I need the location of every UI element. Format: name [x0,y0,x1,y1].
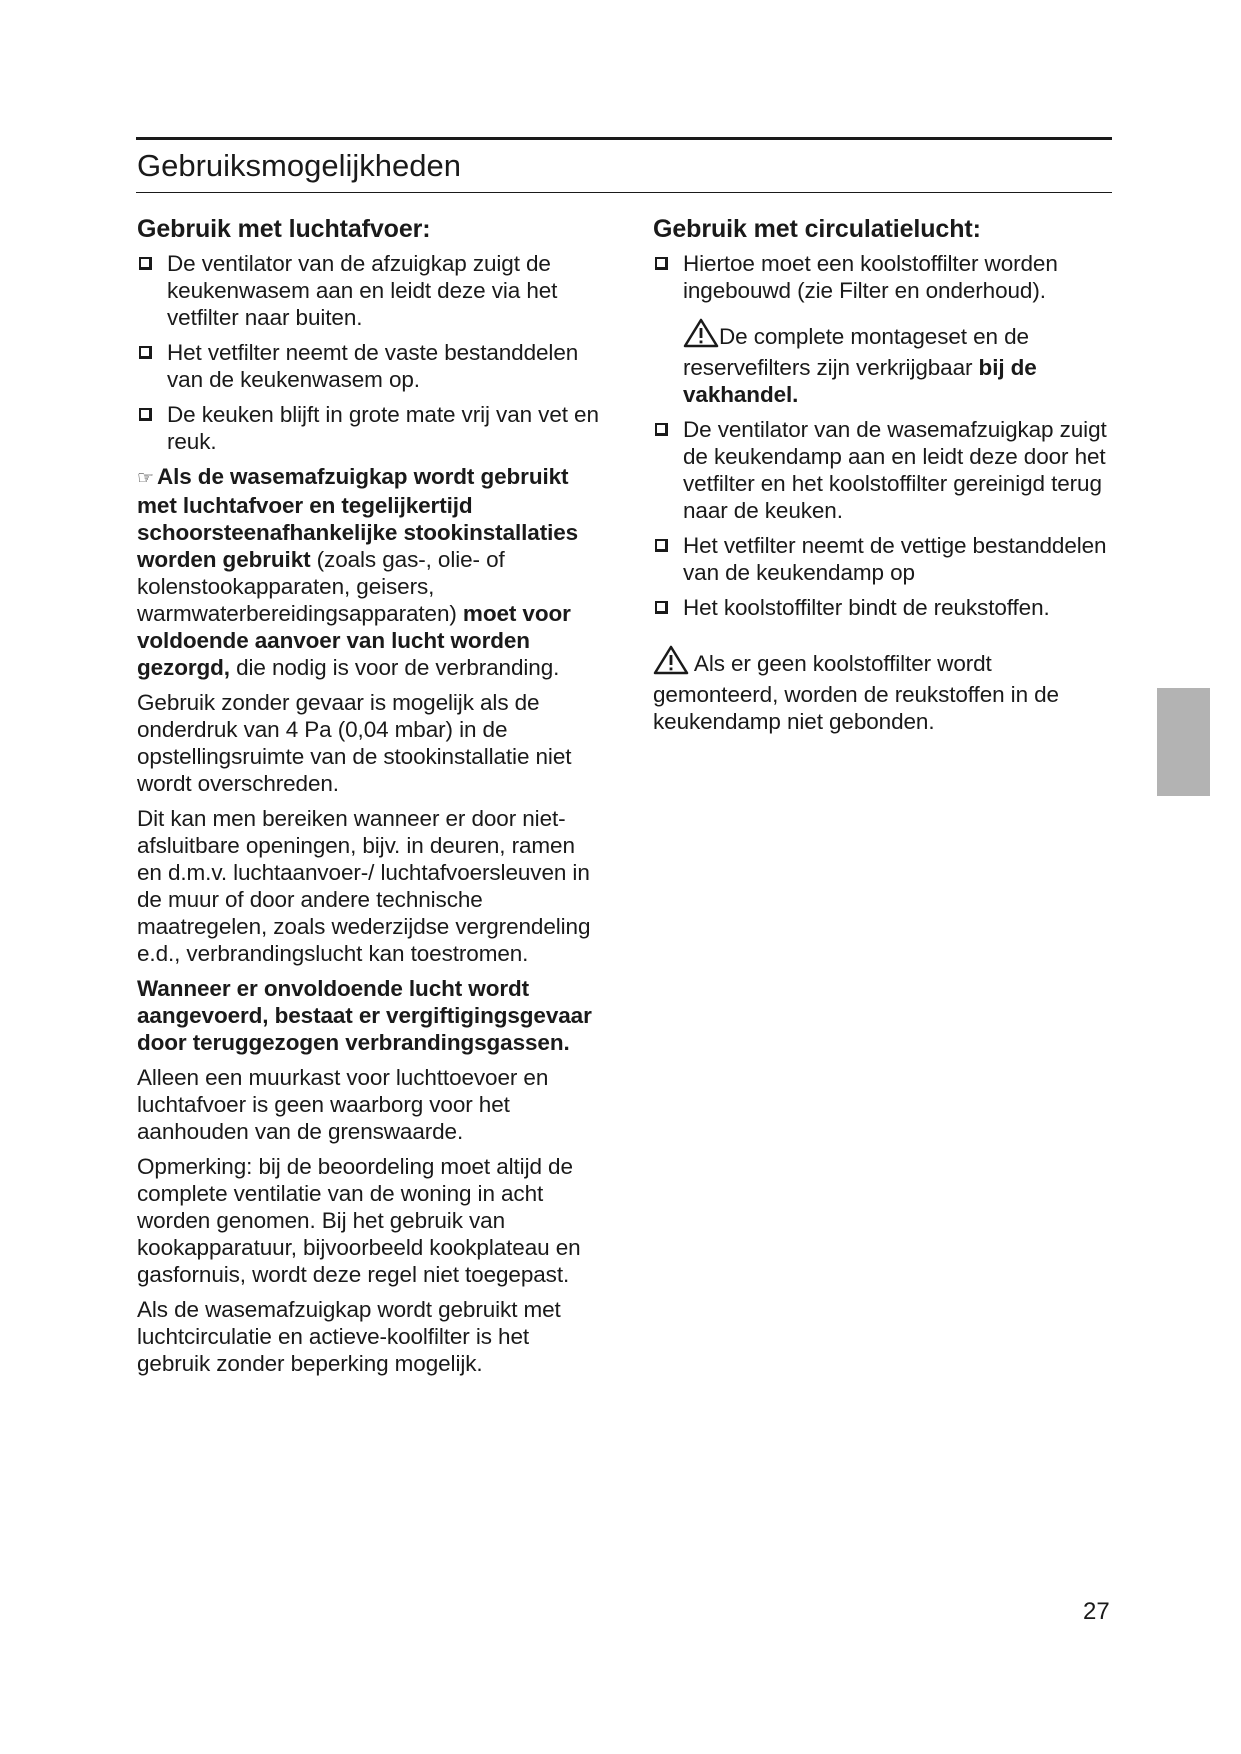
header-rule-top [136,137,1112,140]
warning-triangle-icon [683,318,719,354]
safety-note [137,463,605,681]
paragraph: Gebruik zonder gevaar is mogelijk als de onderdruk van 4 Pa (0,04 mbar) in de opstellingsruimte van de stookinstallatie niet wordt overschreden. [137,690,572,796]
list-item-text: De ventilator van de afzuigkap zuigt de keukenwasem aan en leidt deze via het vetfilter naar buiten. [167,251,558,330]
left-column [137,214,605,1385]
no-filter-warning-text: Als er geen koolstoffilter wordt gemonteerd, worden de reukstoffen in de keukendamp niet gebonden. [653,651,1059,734]
checkbox-bullet-icon [139,408,152,421]
list-item-text: Hiertoe moet een koolstoffilter worden ingebouwd (zie Filter en onderhoud). [683,251,1058,303]
paragraph: Als de wasemafzuigkap wordt gebruikt met luchtcirculatie en actieve-koolfilter is het gebruik zonder beperking mogelijk. [137,1297,561,1376]
list-item-text: De keuken blijft in grote mate vrij van vet en reuk. [167,402,599,454]
right-column [653,214,1113,743]
poisoning-warning: Wanneer er onvoldoende lucht wordt aangevoerd, bestaat er vergiftigingsgevaar door teruggezogen verbrandingsgassen. [137,976,592,1055]
safety-note-text-1: (zoals gas-, olie- of kolenstookapparaten, geisers, warmwaterbereidingsapparaten) [137,547,505,626]
warning-triangle-icon [653,645,689,681]
checkbox-bullet-icon [655,257,668,270]
safety-note-text-2: die nodig is voor de verbranding. [229,655,560,680]
page-number: 27 [1083,1598,1110,1625]
safety-note-bold-2: moet voor voldoende aanvoer van lucht worden gezorgd, [137,601,571,680]
list-item-text: De ventilator van de wasemafzuigkap zuigt de keukendamp aan en leidt deze door het vetfilter en het koolstoffilter gereinigd terug naar de keuken. [683,417,1107,523]
checkbox-bullet-icon [655,539,668,552]
list-item [653,532,1113,586]
checkbox-bullet-icon [655,601,668,614]
montageset-warning [653,318,1113,408]
no-filter-warning [653,645,1113,735]
list-item [137,401,605,455]
list-item [137,250,605,331]
safety-note-bold-1: Als de wasemafzuigkap wordt gebruikt met luchtafvoer en tegelijkertijd schoorsteenafhankelijke stookinstallaties worden gebruikt [137,464,579,572]
checkbox-bullet-icon [139,346,152,359]
list-item [137,339,605,393]
list-item [653,594,1113,621]
page-title: Gebruiksmogelijkheden [137,148,461,183]
checkbox-bullet-icon [139,257,152,270]
checkbox-bullet-icon [655,423,668,436]
list-item-text: Het vetfilter neemt de vettige bestanddelen van de keukendamp op [683,533,1107,585]
montageset-warning-bold: bij de vakhandel. [683,355,1037,407]
right-heading: Gebruik met circulatielucht: [653,215,981,243]
chapter-side-tab [1157,688,1210,796]
paragraph: Opmerking: bij de beoordeling moet altijd de complete ventilatie van de woning in acht worden genomen. Bij het gebruik van kookapparatuur, bijvoorbeeld kookplateau en gasfornuis, wordt deze regel niet toegepast. [137,1154,581,1287]
left-heading: Gebruik met luchtafvoer: [137,215,431,243]
header-rule-bottom [136,192,1112,193]
list-item [653,250,1113,304]
list-item-text: Het vetfilter neemt de vaste bestanddelen van de keukenwasem op. [167,340,579,392]
paragraph: Dit kan men bereiken wanneer er door niet-afsluitbare openingen, bijv. in deuren, ramen en d.m.v. luchtaanvoer-/ luchtafvoersleuven in de muur of door andere technische maatregelen, zoals wederzijdse vergrendeling e.d., verbrandingslucht kan toestromen. [137,806,591,966]
list-item [653,416,1113,524]
paragraph: Alleen een muurkast voor luchttoevoer en luchtafvoer is geen waarborg voor het aanhouden van de grenswaarde. [137,1065,549,1144]
montageset-warning-text: De complete montageset en de reservefilters zijn verkrijgbaar [683,324,1029,380]
list-item-text: Het koolstoffilter bindt de reukstoffen. [683,595,1050,620]
pointing-hand-icon: ☞ [137,468,154,489]
